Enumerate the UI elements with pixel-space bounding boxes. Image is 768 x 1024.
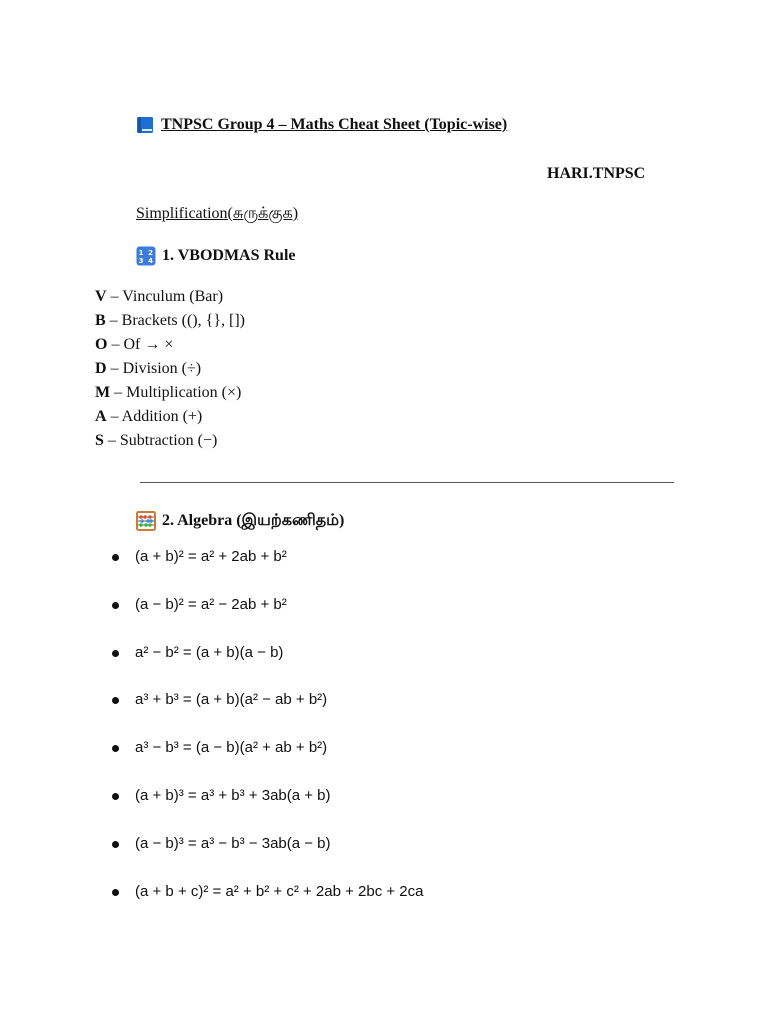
document-title bbox=[136, 116, 507, 134]
formula-item bbox=[112, 739, 424, 787]
algebra-heading bbox=[136, 511, 344, 531]
bullet-icon bbox=[112, 697, 119, 704]
formula-item bbox=[112, 548, 424, 596]
formula-text: a³ + b³ = (a + b)(a² − ab + b²) bbox=[135, 691, 328, 709]
rule-letter: A bbox=[95, 408, 107, 425]
svg-text:2: 2 bbox=[148, 249, 153, 257]
algebra-heading-text: 2. Algebra (இயற்கணிதம்) bbox=[162, 512, 345, 529]
formula-text: (a − b)³ = a³ − b³ − 3ab(a − b) bbox=[135, 834, 331, 852]
abacus-icon bbox=[136, 511, 156, 531]
svg-text:4: 4 bbox=[148, 257, 153, 265]
rule-letter: O bbox=[95, 336, 108, 353]
bullet-icon bbox=[112, 889, 119, 896]
title-text: TNPSC Group 4 – Maths Cheat Sheet (Topic-wise) bbox=[161, 116, 508, 133]
rule-text: – Multiplication (×) bbox=[110, 384, 242, 401]
horizontal-divider bbox=[140, 482, 674, 483]
formula-item bbox=[112, 691, 424, 739]
formula-item bbox=[112, 596, 424, 644]
bullet-icon bbox=[112, 745, 119, 752]
formula-text: (a − b)² = a² − 2ab + b² bbox=[135, 595, 287, 613]
vbodmas-heading-text: 1. VBODMAS Rule bbox=[162, 247, 296, 264]
formula-item bbox=[112, 644, 424, 692]
rule-text: – Division (÷) bbox=[106, 360, 202, 377]
author-name: HARI.TNPSC bbox=[547, 165, 646, 182]
rule-letter: M bbox=[95, 384, 111, 401]
rule-item bbox=[95, 333, 245, 357]
rule-letter: B bbox=[95, 312, 106, 329]
rule-letter: V bbox=[95, 288, 107, 305]
rule-letter: S bbox=[95, 432, 104, 449]
rule-text: – Subtraction (−) bbox=[103, 432, 218, 449]
bullet-icon bbox=[112, 554, 119, 561]
algebra-formula-list bbox=[112, 548, 424, 930]
svg-text:3: 3 bbox=[138, 257, 144, 265]
bullet-icon bbox=[112, 793, 119, 800]
blue-book-icon bbox=[136, 116, 154, 134]
rule-item bbox=[95, 309, 245, 333]
rule-letter: D bbox=[95, 360, 107, 377]
rule-item bbox=[95, 429, 245, 453]
formula-text: (a + b)² = a² + 2ab + b² bbox=[135, 548, 287, 565]
numbers-keycap-icon bbox=[136, 246, 156, 266]
bullet-icon bbox=[112, 650, 119, 657]
svg-text:1: 1 bbox=[138, 249, 144, 257]
bullet-icon bbox=[112, 602, 119, 609]
formula-item bbox=[112, 835, 424, 883]
bullet-icon bbox=[112, 841, 119, 848]
rule-text: – Brackets ((), {}, []) bbox=[105, 312, 245, 329]
formula-text: a³ − b³ = (a − b)(a² + ab + b²) bbox=[135, 739, 328, 757]
rule-item bbox=[95, 405, 245, 429]
rule-item bbox=[95, 381, 245, 405]
rule-text: – Vinculum (Bar) bbox=[106, 288, 224, 305]
formula-item bbox=[112, 883, 424, 931]
rule-text: – Of → × bbox=[107, 336, 174, 353]
formula-text: (a + b + c)² = a² + b² + c² + 2ab + 2bc + 2ca bbox=[135, 882, 424, 900]
rule-text: – Addition (+) bbox=[106, 408, 203, 425]
section-label: Simplification(சுருக்குக) bbox=[136, 205, 299, 222]
vbodmas-rule-list bbox=[95, 285, 245, 453]
formula-item bbox=[112, 787, 424, 835]
rule-item bbox=[95, 285, 245, 309]
rule-item bbox=[95, 357, 245, 381]
formula-text: (a + b)³ = a³ + b³ + 3ab(a + b) bbox=[135, 786, 331, 804]
formula-text: a² − b² = (a + b)(a − b) bbox=[135, 643, 284, 661]
vbodmas-heading bbox=[136, 246, 296, 266]
